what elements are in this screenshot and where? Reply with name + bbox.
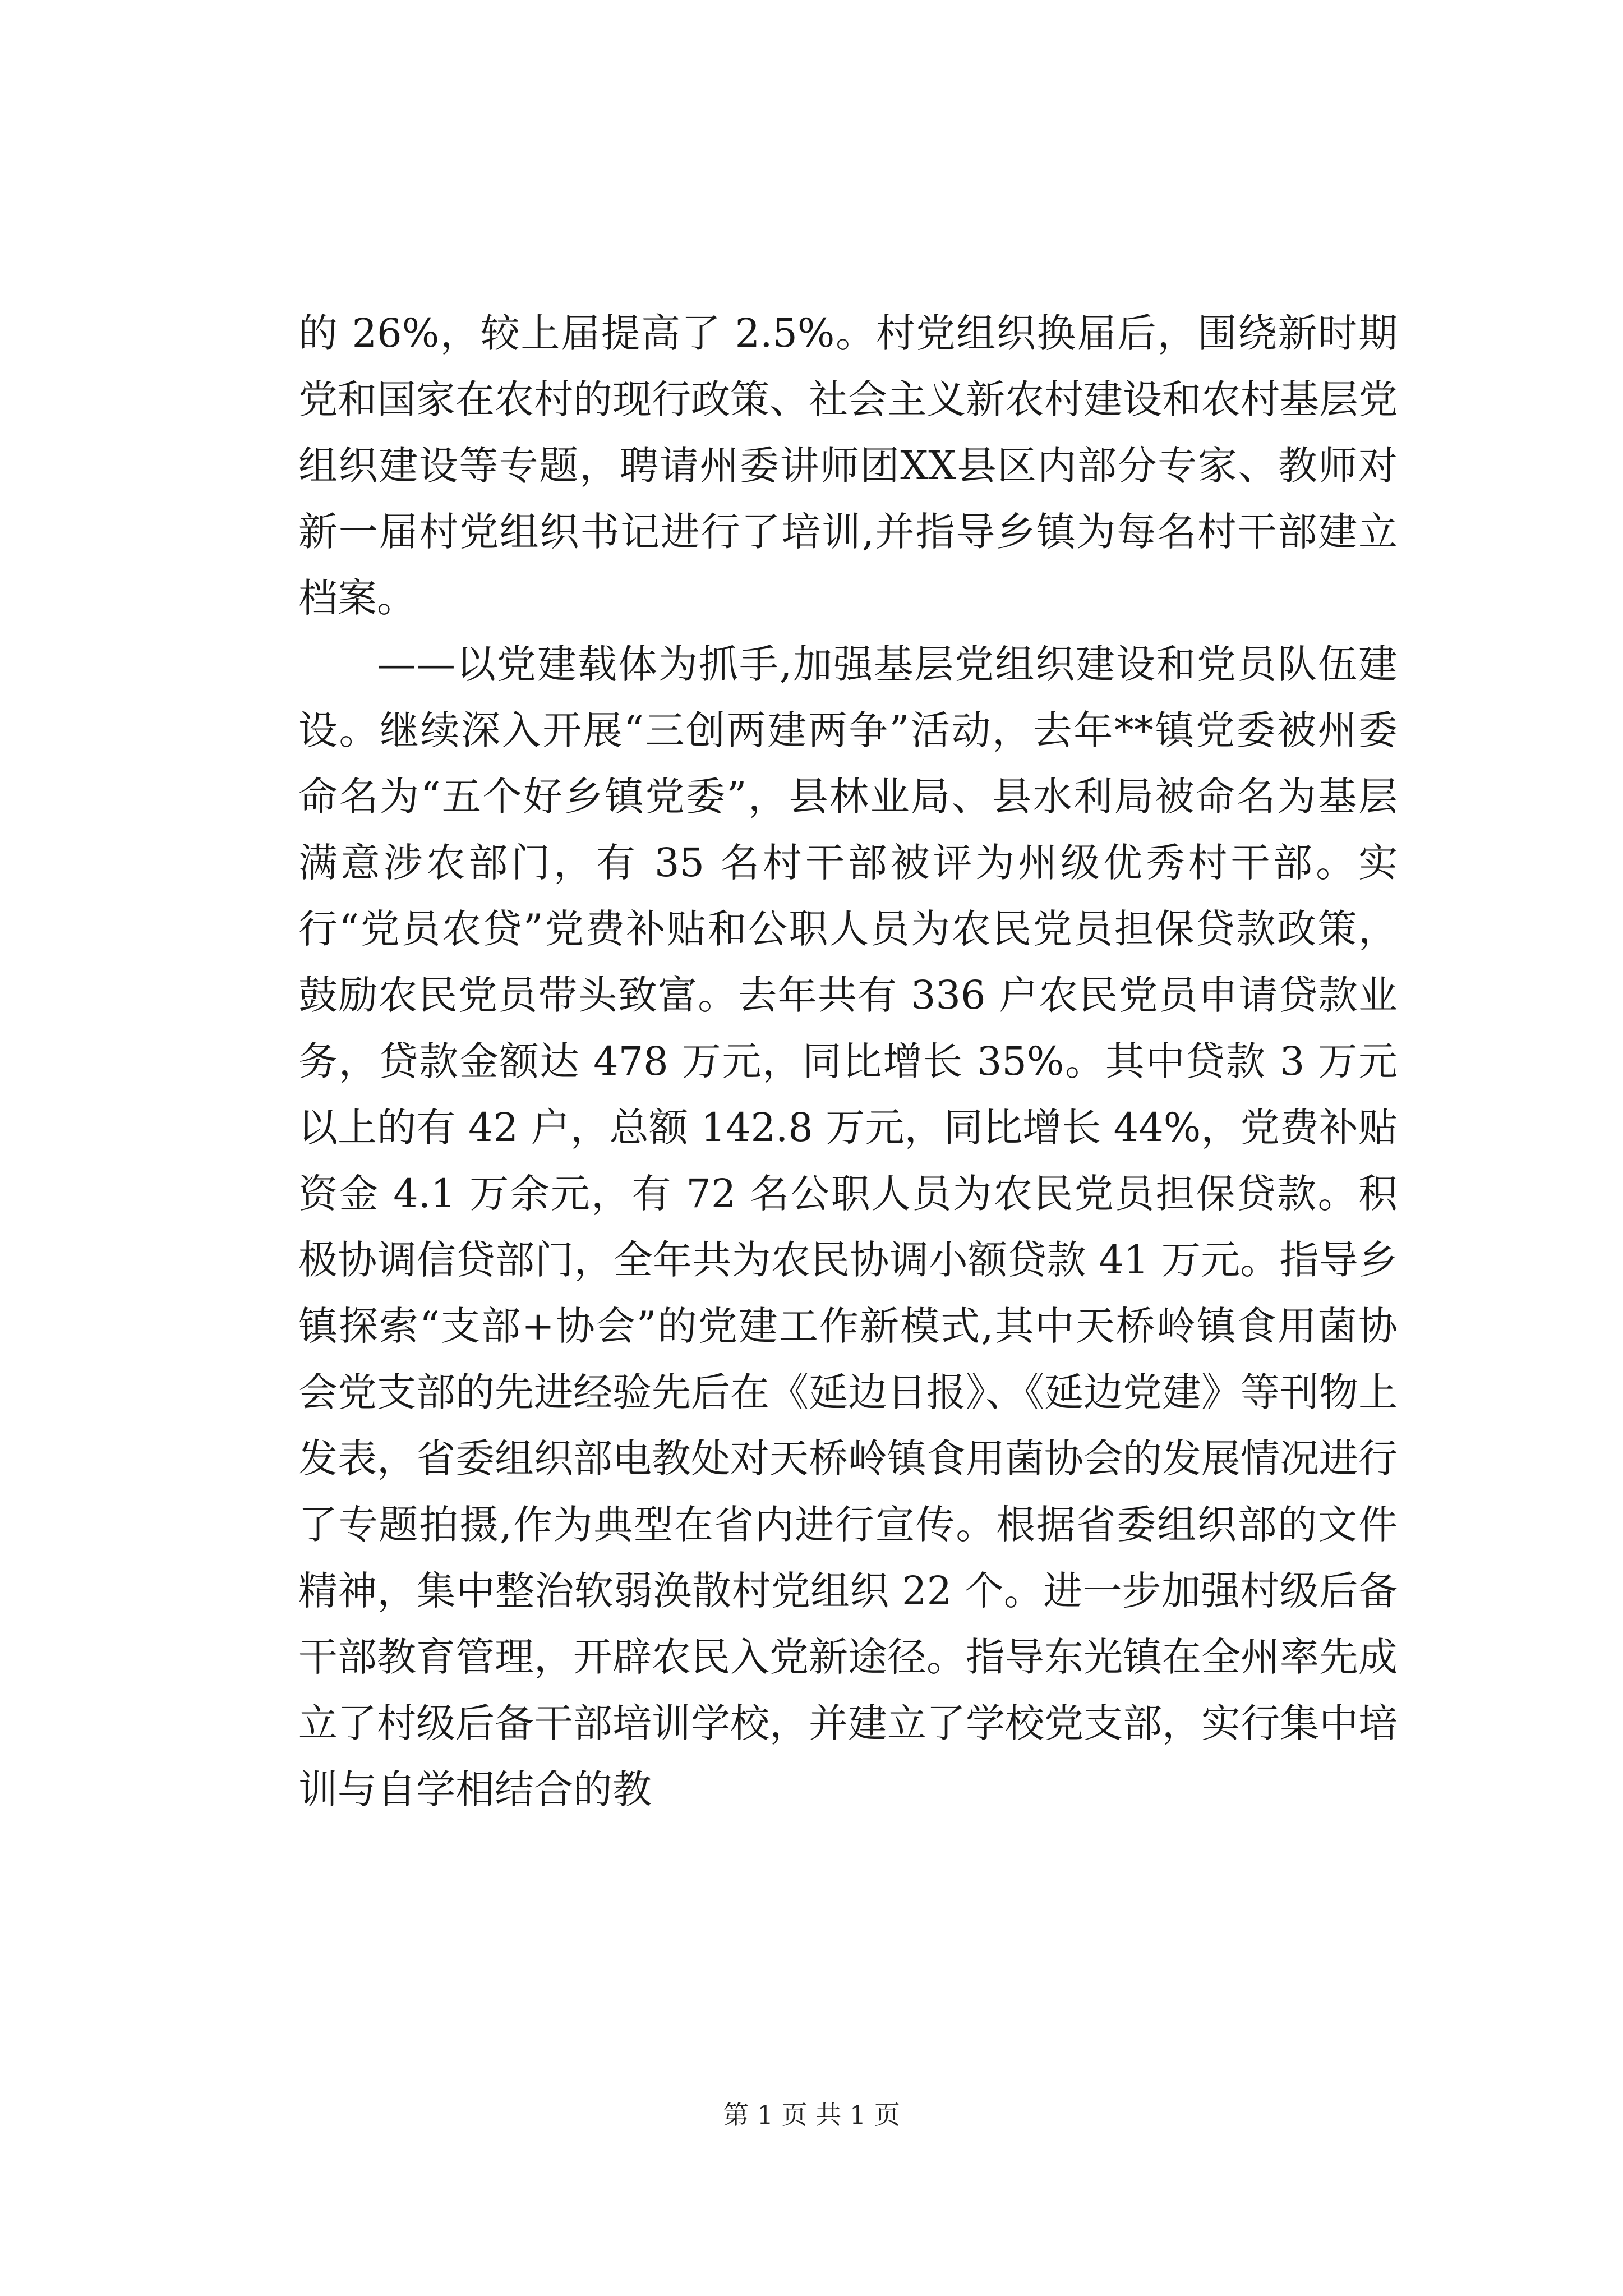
- page-number-footer: 第 1 页 共 1 页: [723, 2100, 900, 2130]
- document-body: [298, 300, 1398, 1823]
- paragraph-party-building: ——以党建载体为抓手,加强基层党组织建设和党员队伍建设。继续深入开展“三创两建两争”活动，去年**镇党委被州委命名为“五个好乡镇党委”，县林业局、县水利局被命名为基层满意涉农部门，有 35 名村干部被评为州级优秀村干部。实行“党员农贷”党费补贴和公职人员为农民党员担保贷款政策，鼓励农民党员带头致富。去年共有 336 户农民党员申请贷款业务，贷款金额达 478 万元，同比增长 35%。其中贷款 3 万元以上的有 42 户，总额 142.8 万元，同比增长 44%，党费补贴资金 4.1 万余元，有 72 名公职人员为农民党员担保贷款。积极协调信贷部门，全年共为农民协调小额贷款 41 万元。指导乡镇探索“支部+协会”的党建工作新模式,其中天桥岭镇食用菌协会党支部的先进经验先后在《延边日报》、《延边党建》等刊物上发表，省委组织部电教处对天桥岭镇食用菌协会的发展情况进行了专题拍摄,作为典型在省内进行宣传。根据省委组织部的文件精神，集中整治软弱涣散村党组织 22 个。进一步加强村级后备干部教育管理，开辟农民入党新途径。指导东光镇在全州率先成立了村级后备干部培训学校，并建立了学校党支部，实行集中培训与自学相结合的教: [298, 641, 1398, 1812]
- paragraph-continuation: 的 26%，较上届提高了 2.5%。村党组织换届后，围绕新时期党和国家在农村的现行政策、社会主义新农村建设和农村基层党组织建设等专题，聘请州委讲师团XX县区内部分专家、教师对新一届村党组织书记进行了培训,并指导乡镇为每名村干部建立档案。: [298, 310, 1398, 621]
